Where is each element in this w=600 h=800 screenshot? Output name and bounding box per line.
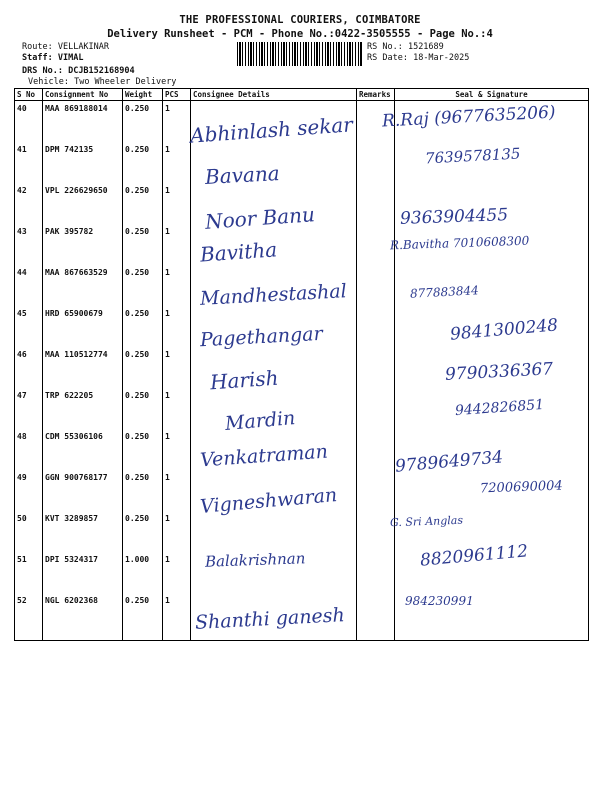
runsheet-subtitle: Delivery Runsheet - PCM - Phone No.:0422-3505555 - Page No.:4 <box>107 28 493 40</box>
consignee-handwriting: Pagethangar <box>199 322 324 352</box>
barcode <box>237 42 362 66</box>
col-consignee: Consignee Details <box>191 89 357 101</box>
row-consignment-no: DPM 742135 <box>43 142 123 183</box>
signature-handwriting: 7200690004 <box>479 478 563 497</box>
row-weight: 0.250 <box>123 101 163 143</box>
col-sno: S No <box>15 89 43 101</box>
row-pcs: 1 <box>163 224 191 265</box>
signature-handwriting: 984230991 <box>405 594 474 608</box>
row-weight: 0.250 <box>123 593 163 641</box>
row-remarks-cell <box>357 593 395 641</box>
row-consignment-no: VPL 226629650 <box>43 183 123 224</box>
drs-line <box>22 66 135 77</box>
row-pcs: 1 <box>163 511 191 552</box>
signature-handwriting: R.Raj (9677635206) <box>381 102 557 132</box>
staff-line <box>22 53 83 64</box>
row-weight: 0.250 <box>123 142 163 183</box>
rs-no-line <box>367 42 444 53</box>
row-consignment-no: HRD 65900679 <box>43 306 123 347</box>
row-pcs: 1 <box>163 552 191 593</box>
route-label: Route: <box>22 42 53 52</box>
row-sno: 44 <box>15 265 43 306</box>
rs-no-value: 1521689 <box>407 42 444 52</box>
signature-handwriting: G. Sri Anglas <box>389 513 464 530</box>
signature-handwriting: 7639578135 <box>424 144 521 168</box>
row-consignment-no: MAA 867663529 <box>43 265 123 306</box>
runsheet-title: THE PROFESSIONAL COURIERS, COIMBATORE <box>179 14 421 26</box>
row-sno: 50 <box>15 511 43 552</box>
consignee-handwriting: Mandhestashal <box>199 280 348 310</box>
row-sno: 45 <box>15 306 43 347</box>
row-consignment-no: CDM 55306106 <box>43 429 123 470</box>
signature-handwriting: 9841300248 <box>449 315 559 345</box>
row-remarks-cell <box>357 511 395 552</box>
signature-handwriting: 9363904455 <box>399 205 509 229</box>
row-remarks-cell <box>357 306 395 347</box>
row-sno: 43 <box>15 224 43 265</box>
row-pcs: 1 <box>163 265 191 306</box>
signature-handwriting: 8820961112 <box>419 541 529 571</box>
consignee-handwriting: Abhinlash sekar <box>189 112 354 148</box>
row-remarks-cell <box>357 552 395 593</box>
row-sno: 49 <box>15 470 43 511</box>
vehicle-line <box>28 77 176 88</box>
row-pcs: 1 <box>163 429 191 470</box>
row-consignment-no: MAA 110512774 <box>43 347 123 388</box>
row-remarks-cell <box>357 265 395 306</box>
staff-label: Staff: <box>22 53 53 63</box>
row-weight: 0.250 <box>123 224 163 265</box>
row-pcs: 1 <box>163 388 191 429</box>
signature-handwriting: R.Bavitha 7010608300 <box>389 233 530 253</box>
signature-handwriting: 877883844 <box>409 283 480 301</box>
row-pcs: 1 <box>163 142 191 183</box>
vehicle-label: Vehicle: <box>28 77 69 87</box>
row-consignment-no: MAA 869188014 <box>43 101 123 143</box>
col-consignment-no: Consignment No <box>43 89 123 101</box>
route-line <box>22 42 109 53</box>
route-value: VELLAKINAR <box>57 42 110 52</box>
row-consignment-no: PAK 395782 <box>43 224 123 265</box>
row-sno: 47 <box>15 388 43 429</box>
row-weight: 0.250 <box>123 388 163 429</box>
row-weight: 0.250 <box>123 306 163 347</box>
signature-handwriting: 9442826851 <box>454 396 545 420</box>
row-sno: 48 <box>15 429 43 470</box>
col-pcs: PCS <box>163 89 191 101</box>
drs-label: DRS No.: <box>22 66 63 76</box>
row-weight: 0.250 <box>123 347 163 388</box>
row-remarks-cell <box>357 142 395 183</box>
row-consignment-no: KVT 3289857 <box>43 511 123 552</box>
row-remarks-cell <box>357 429 395 470</box>
row-sno: 46 <box>15 347 43 388</box>
row-pcs: 1 <box>163 470 191 511</box>
consignee-handwriting: Mardin <box>224 406 297 436</box>
row-remarks-cell <box>357 347 395 388</box>
row-weight: 0.250 <box>123 470 163 511</box>
consignee-handwriting: Venkatraman <box>199 440 329 472</box>
row-pcs: 1 <box>163 593 191 641</box>
row-remarks-cell <box>357 183 395 224</box>
drs-value: DCJB152168904 <box>68 66 135 76</box>
col-weight: Weight <box>123 89 163 101</box>
row-pcs: 1 <box>163 183 191 224</box>
row-remarks-cell <box>357 388 395 429</box>
row-sno: 42 <box>15 183 43 224</box>
consignee-handwriting: Harish <box>209 365 280 395</box>
row-consignment-no: TRP 622205 <box>43 388 123 429</box>
row-consignment-no: DPI 5324317 <box>43 552 123 593</box>
row-weight: 0.250 <box>123 265 163 306</box>
row-sno: 52 <box>15 593 43 641</box>
consignee-handwriting: Bavitha <box>199 237 278 267</box>
row-consignee-cell <box>191 511 357 552</box>
table-header <box>15 89 589 101</box>
signature-handwriting: 9789649734 <box>394 447 504 477</box>
row-pcs: 1 <box>163 101 191 143</box>
rs-date-label: RS Date: <box>367 53 408 63</box>
row-pcs: 1 <box>163 347 191 388</box>
row-weight: 0.250 <box>123 183 163 224</box>
consignee-handwriting: Noor Banu <box>204 202 316 234</box>
vehicle-value: Two Wheeler Delivery <box>74 77 177 87</box>
rs-date-value: 18-Mar-2025 <box>413 53 470 63</box>
row-sno: 41 <box>15 142 43 183</box>
rs-no-label: RS No.: <box>367 42 403 52</box>
consignee-handwriting: Vigneshwaran <box>199 484 339 518</box>
row-sno: 40 <box>15 101 43 143</box>
row-remarks-cell <box>357 224 395 265</box>
row-weight: 0.250 <box>123 511 163 552</box>
consignee-handwriting: Bavana <box>204 161 281 189</box>
col-remarks: Remarks <box>357 89 395 101</box>
row-consignment-no: NGL 6202368 <box>43 593 123 641</box>
staff-value: VIMAL <box>57 53 84 63</box>
consignee-handwriting: Shanthi ganesh <box>194 604 346 634</box>
consignee-handwriting: Balakrishnan <box>204 549 306 571</box>
row-weight: 1.000 <box>123 552 163 593</box>
rs-date-line <box>367 53 469 64</box>
row-remarks-cell <box>357 470 395 511</box>
signature-handwriting: 9790336367 <box>444 359 554 385</box>
row-sno: 51 <box>15 552 43 593</box>
row-pcs: 1 <box>163 306 191 347</box>
row-consignment-no: GGN 900768177 <box>43 470 123 511</box>
col-signature: Seal & Signature <box>395 89 589 101</box>
row-weight: 0.250 <box>123 429 163 470</box>
